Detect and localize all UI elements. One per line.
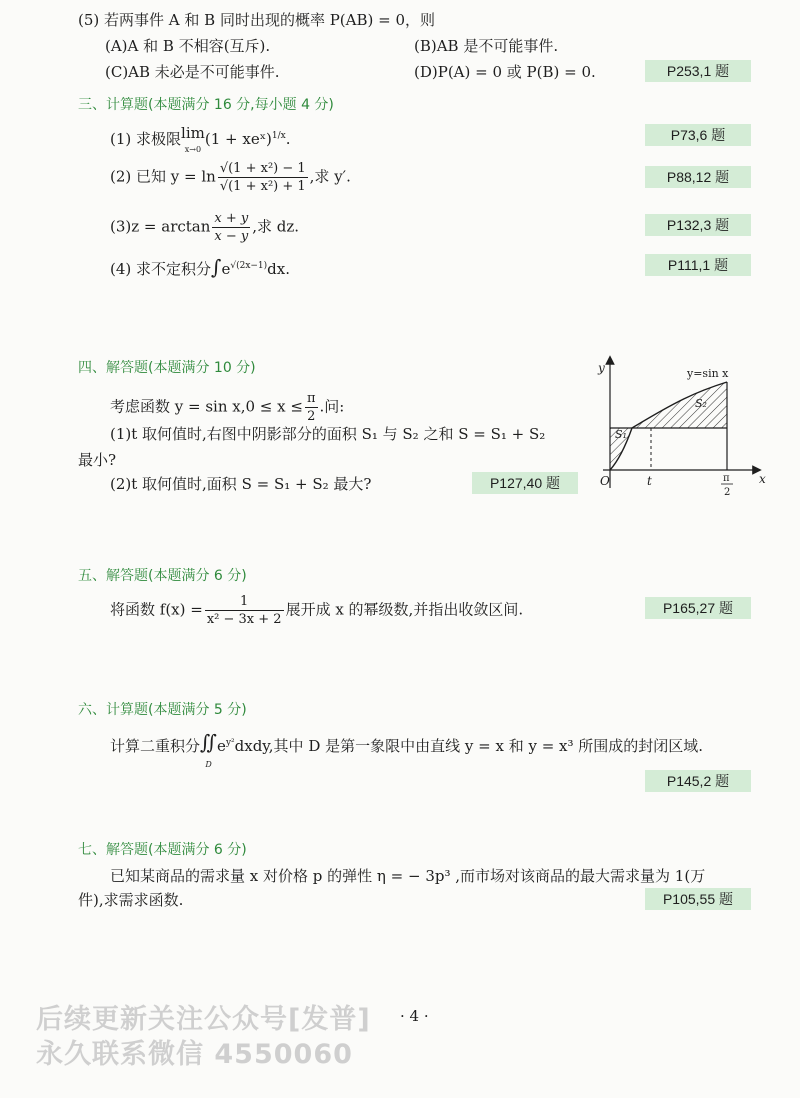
s3-item-4-reference: P111,1 题	[645, 254, 751, 276]
watermark-line-1: 后续更新关注公众号[发普]	[36, 1004, 371, 1035]
s3-item-2-reference: P88,12 题	[645, 166, 751, 188]
s4-part-1-cont: 最小?	[78, 451, 117, 469]
s3-item-1: (1) 求极限lim x→0(1 + xeˣ)$^{1/x}$.	[110, 124, 291, 154]
s2-label: S₂	[695, 397, 707, 410]
curve-label: y=sin x	[687, 367, 729, 380]
origin-label: O	[600, 474, 610, 488]
q5-option-d: (D)P(A) = 0 或 P(B) = 0.	[414, 63, 596, 81]
x-axis-label: x	[759, 472, 766, 486]
s4-part-2: (2)t 取何值时,面积 S = S₁ + S₂ 最大?	[110, 475, 372, 493]
s4-intro: 考虑函数 y = sin x,0 ≤ x ≤ $\frac{\pi}{2}$ .问:	[110, 391, 345, 424]
q5-reference: P253,1 题	[645, 60, 751, 82]
watermark-line-2: 永久联系微信 4550060	[36, 1039, 353, 1070]
s7-line-1: 已知某商品的需求量 x 对价格 p 的弹性 η = − 3p³ ,而市场对该商品的最大需求量为 1(万	[110, 867, 706, 885]
end-label-den: 2	[724, 487, 731, 498]
s4-reference: P127,40 题	[472, 472, 578, 494]
q5-option-a: (A)A 和 B 不相容(互斥).	[105, 37, 271, 55]
section-3-heading: 三、计算题(本题满分 16 分,每小题 4 分)	[78, 97, 334, 113]
s3-item-1-reference: P73,6 题	[645, 124, 751, 146]
y-axis-label: y	[598, 361, 605, 375]
page-number: · 4 ·	[400, 1007, 429, 1025]
end-label-num: π	[723, 473, 730, 484]
s3-item-2: (2) 已知 y = ln $\frac{\text{√(1 + x²) − 1}}{\text{√(1 + x²) + 1}}$ ,求 y′.	[110, 161, 351, 194]
s3-item-3: (3)z = arctan $\frac{x + y}{x - y}$ ,求 dz.	[110, 211, 300, 244]
section-6-heading: 六、计算题(本题满分 5 分)	[78, 702, 247, 718]
s1-label: S₁	[615, 428, 627, 441]
q5-option-b: (B)AB 是不可能事件.	[414, 37, 559, 55]
section-7-heading: 七、解答题(本题满分 6 分)	[78, 842, 247, 858]
s5-reference: P165,27 题	[645, 597, 751, 619]
section-4-heading: 四、解答题(本题满分 10 分)	[78, 360, 256, 376]
s5-body: 将函数 f(x) = $\frac{1}{\text{x² − 3x + 2}}$ 展开成 x 的幂级数,并指出收敛区间.	[110, 594, 524, 627]
s6-reference: P145,2 题	[645, 770, 751, 792]
t-label: t	[647, 474, 652, 488]
section-5-heading: 五、解答题(本题满分 6 分)	[78, 568, 247, 584]
s7-line-2: 件),求需求函数.	[78, 891, 184, 909]
s6-body: 计算二重积分∬ $De^{y^2}dxdy$,其中 D 是第一象限中由直线 y = x 和 y = x³ 所围成的封闭区域.	[110, 730, 704, 769]
s7-reference: P105,55 题	[645, 888, 751, 910]
q5-option-c: (C)AB 未必是不可能事件.	[105, 63, 280, 81]
region-s2	[632, 382, 727, 428]
sine-area-figure	[585, 352, 770, 502]
s3-item-3-reference: P132,3 题	[645, 214, 751, 236]
s4-part-1: (1)t 取何值时,右图中阴影部分的面积 S₁ 与 S₂ 之和 S = S₁ + S₂	[110, 425, 546, 443]
s3-item-4: (4) 求不定积分$\int e^{√(2x-1)}dx$.	[110, 255, 291, 279]
q5-stem: (5) 若两事件 A 和 B 同时出现的概率 P(AB) = 0，则	[78, 11, 436, 29]
